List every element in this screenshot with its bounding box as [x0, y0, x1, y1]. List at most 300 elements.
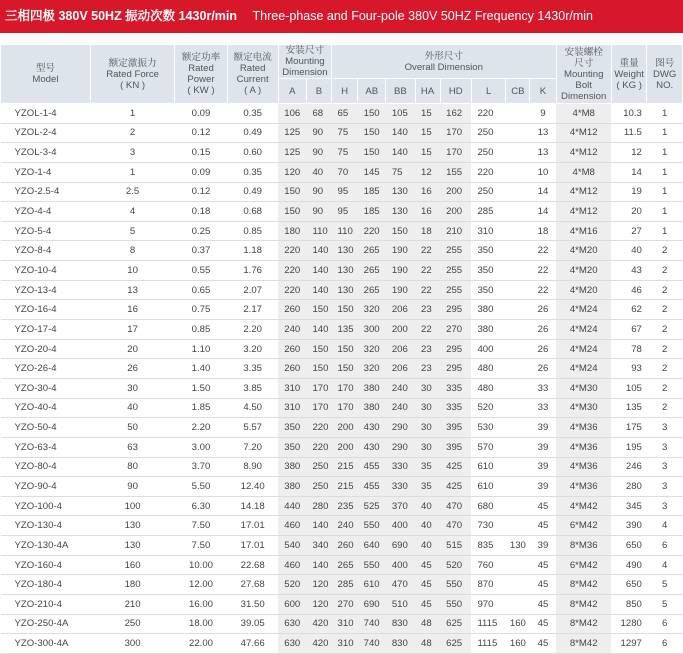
cell-ab: 300: [358, 320, 386, 340]
col-header-cb: CB: [506, 79, 530, 104]
cell-k: 13: [530, 143, 556, 163]
cell-b: 90: [306, 123, 331, 143]
cell-l: 730: [471, 516, 505, 536]
cell-rated-current: 1.18: [227, 241, 278, 261]
cell-cb: [506, 123, 530, 143]
cell-h: 130: [332, 261, 358, 281]
cell-ab: 320: [358, 300, 386, 320]
table-row: [1, 575, 683, 595]
cell-ab: 430: [358, 437, 386, 457]
cell-k: 39: [530, 437, 556, 457]
cell-a: 220: [278, 241, 306, 261]
cell-b: 420: [306, 614, 331, 634]
cell-k: 22: [530, 241, 556, 261]
cell-cb: [506, 477, 530, 497]
spec-table: [0, 44, 683, 654]
table-row: [1, 241, 683, 261]
cell-weight: 105: [611, 378, 647, 398]
cell-dwg: 3: [647, 418, 683, 438]
cell-rated-current: 3.20: [227, 339, 278, 359]
cell-l: 380: [471, 300, 505, 320]
table-row: [1, 536, 683, 556]
col-header-ab: AB: [358, 79, 386, 104]
cell-b: 150: [306, 359, 331, 379]
cell-ab: 455: [358, 477, 386, 497]
cell-a: 520: [278, 575, 306, 595]
cell-rated-current: 39.05: [227, 614, 278, 634]
cell-cb: [506, 241, 530, 261]
cell-rated-power: 0.65: [175, 280, 227, 300]
cell-ab: 455: [358, 457, 386, 477]
cell-k: 26: [530, 300, 556, 320]
cell-k: 45: [530, 634, 556, 654]
cell-b: 110: [306, 221, 331, 241]
cell-ha: 23: [415, 359, 440, 379]
cell-l: 350: [471, 280, 505, 300]
cell-bolt: 8*M36: [556, 536, 611, 556]
cell-ha: 48: [415, 634, 440, 654]
cell-ab: 220: [358, 221, 386, 241]
cell-bb: 206: [386, 339, 415, 359]
cell-ab: 740: [358, 634, 386, 654]
table-row: [1, 104, 683, 124]
cell-weight: 135: [611, 398, 647, 418]
cell-l: 350: [471, 241, 505, 261]
cell-rated-current: 5.57: [227, 418, 278, 438]
cell-k: 45: [530, 555, 556, 575]
cell-cb: 160: [506, 634, 530, 654]
cell-l: 870: [471, 575, 505, 595]
col-header-k: K: [530, 79, 556, 104]
table-row: [1, 359, 683, 379]
cell-ha: 23: [415, 300, 440, 320]
cell-ab: 610: [358, 575, 386, 595]
cell-cb: [506, 182, 530, 202]
cell-b: 340: [306, 536, 331, 556]
cell-rated-power: 3.00: [175, 437, 227, 457]
cell-ab: 690: [358, 595, 386, 615]
cell-rated-power: 5.50: [175, 477, 227, 497]
cell-l: 310: [471, 221, 505, 241]
cell-ha: 15: [415, 123, 440, 143]
cell-rated-current: 2.17: [227, 300, 278, 320]
cell-rated-power: 1.40: [175, 359, 227, 379]
cell-k: 45: [530, 575, 556, 595]
cell-a: 460: [278, 516, 306, 536]
table-body: [1, 104, 683, 654]
cell-h: 150: [332, 300, 358, 320]
table-row: [1, 280, 683, 300]
cell-bolt: 4*M24: [556, 320, 611, 340]
cell-bb: 150: [386, 221, 415, 241]
cell-bolt: 8*M42: [556, 595, 611, 615]
cell-rated-force: 3: [90, 143, 175, 163]
cell-bolt: 4*M8: [556, 162, 611, 182]
cell-rated-power: 1.10: [175, 339, 227, 359]
col-header-overall-dimension: 外形尺寸 Overall Dimension: [332, 45, 557, 79]
cell-ab: 265: [358, 261, 386, 281]
col-header-ha: HA: [415, 79, 440, 104]
cell-dwg: 2: [647, 378, 683, 398]
cell-rated-current: 0.35: [227, 104, 278, 124]
cell-model: YZO-180-4: [1, 575, 91, 595]
cell-bb: 290: [386, 418, 415, 438]
cell-rated-force: 8: [90, 241, 175, 261]
cell-cb: [506, 300, 530, 320]
cell-h: 110: [332, 221, 358, 241]
cell-rated-force: 4: [90, 202, 175, 222]
cell-weight: 850: [611, 595, 647, 615]
col-header-model: 型号 Model: [1, 45, 91, 104]
cell-rated-current: 4.50: [227, 398, 278, 418]
cell-model: YZO-4-4: [1, 202, 91, 222]
cell-ha: 18: [415, 221, 440, 241]
cell-hd: 395: [440, 437, 471, 457]
cell-ha: 45: [415, 555, 440, 575]
cell-cb: [506, 162, 530, 182]
cell-h: 95: [332, 182, 358, 202]
cell-k: 39: [530, 418, 556, 438]
cell-ha: 30: [415, 437, 440, 457]
cell-b: 140: [306, 516, 331, 536]
cell-hd: 520: [440, 555, 471, 575]
cell-bolt: 4*M8: [556, 104, 611, 124]
cell-k: 14: [530, 182, 556, 202]
cell-h: 130: [332, 241, 358, 261]
cell-l: 680: [471, 496, 505, 516]
cell-dwg: 2: [647, 300, 683, 320]
cell-l: 285: [471, 202, 505, 222]
cell-bolt: 4*M12: [556, 123, 611, 143]
cell-weight: 14: [611, 162, 647, 182]
cell-ab: 550: [358, 516, 386, 536]
cell-l: 350: [471, 261, 505, 281]
cell-l: 1115: [471, 634, 505, 654]
cell-a: 350: [278, 437, 306, 457]
cell-ab: 380: [358, 398, 386, 418]
cell-weight: 280: [611, 477, 647, 497]
cell-dwg: 4: [647, 516, 683, 536]
cell-model: YZOL-3-4: [1, 143, 91, 163]
cell-l: 610: [471, 457, 505, 477]
cell-rated-force: 20: [90, 339, 175, 359]
cell-bb: 400: [386, 516, 415, 536]
cell-dwg: 5: [647, 595, 683, 615]
cell-dwg: 1: [647, 182, 683, 202]
cell-rated-force: 10: [90, 261, 175, 281]
cell-bb: 140: [386, 123, 415, 143]
cell-b: 170: [306, 398, 331, 418]
cell-rated-force: 13: [90, 280, 175, 300]
cell-h: 200: [332, 437, 358, 457]
table-row: [1, 516, 683, 536]
cell-rated-force: 26: [90, 359, 175, 379]
cell-bb: 510: [386, 595, 415, 615]
cell-cb: [506, 418, 530, 438]
cell-h: 215: [332, 477, 358, 497]
cell-cb: [506, 143, 530, 163]
cell-a: 260: [278, 300, 306, 320]
cell-ha: 30: [415, 418, 440, 438]
cell-k: 26: [530, 320, 556, 340]
cell-hd: 335: [440, 398, 471, 418]
cell-bb: 200: [386, 320, 415, 340]
cell-rated-current: 8.90: [227, 457, 278, 477]
table-row: [1, 300, 683, 320]
cell-cb: [506, 261, 530, 281]
cell-rated-force: 130: [90, 516, 175, 536]
cell-bolt: 8*M42: [556, 575, 611, 595]
cell-model: YZO-30-4: [1, 378, 91, 398]
cell-cb: [506, 595, 530, 615]
cell-weight: 650: [611, 536, 647, 556]
cell-rated-power: 18.00: [175, 614, 227, 634]
col-header-mounting-dimension: 安装尺寸 Mounting Dimension: [278, 45, 331, 79]
cell-ha: 16: [415, 182, 440, 202]
cell-bb: 470: [386, 575, 415, 595]
cell-weight: 46: [611, 280, 647, 300]
table-row: [1, 123, 683, 143]
cell-ha: 30: [415, 378, 440, 398]
col-header-rated-force: 额定激振力 Rated Force ( KN ): [90, 45, 175, 104]
cell-cb: [506, 359, 530, 379]
cell-ha: 45: [415, 575, 440, 595]
cell-model: YZO-40-4: [1, 398, 91, 418]
cell-k: 39: [530, 457, 556, 477]
cell-cb: [506, 457, 530, 477]
cell-k: 22: [530, 280, 556, 300]
cell-dwg: 5: [647, 575, 683, 595]
col-header-l: L: [471, 79, 505, 104]
cell-rated-current: 2.07: [227, 280, 278, 300]
table-row: [1, 162, 683, 182]
cell-a: 150: [278, 202, 306, 222]
cell-weight: 650: [611, 575, 647, 595]
cell-a: 460: [278, 555, 306, 575]
cell-l: 220: [471, 162, 505, 182]
cell-ab: 640: [358, 536, 386, 556]
cell-h: 235: [332, 496, 358, 516]
cell-rated-power: 12.00: [175, 575, 227, 595]
cell-weight: 12: [611, 143, 647, 163]
cell-l: 250: [471, 182, 505, 202]
cell-l: 835: [471, 536, 505, 556]
cell-ha: 22: [415, 261, 440, 281]
cell-bb: 240: [386, 398, 415, 418]
cell-a: 630: [278, 614, 306, 634]
cell-weight: 40: [611, 241, 647, 261]
cell-model: YZO-80-4: [1, 457, 91, 477]
cell-weight: 390: [611, 516, 647, 536]
cell-rated-power: 0.55: [175, 261, 227, 281]
cell-bb: 690: [386, 536, 415, 556]
cell-weight: 1280: [611, 614, 647, 634]
cell-dwg: 2: [647, 280, 683, 300]
table-row: [1, 555, 683, 575]
cell-b: 250: [306, 477, 331, 497]
cell-h: 75: [332, 123, 358, 143]
cell-rated-force: 130: [90, 536, 175, 556]
cell-ha: 30: [415, 398, 440, 418]
cell-a: 600: [278, 595, 306, 615]
cell-bolt: 4*M24: [556, 359, 611, 379]
cell-ab: 150: [358, 123, 386, 143]
col-header-weight: 重量 Weight ( KG ): [611, 45, 647, 104]
cell-hd: 425: [440, 477, 471, 497]
cell-k: 10: [530, 162, 556, 182]
cell-ab: 150: [358, 104, 386, 124]
cell-bb: 206: [386, 359, 415, 379]
cell-dwg: 1: [647, 221, 683, 241]
col-header-rated-current: 额定电流 Rated Current ( A ): [227, 45, 278, 104]
cell-k: 9: [530, 104, 556, 124]
cell-bolt: 4*M36: [556, 477, 611, 497]
cell-rated-current: 27.68: [227, 575, 278, 595]
cell-model: YZO-16-4: [1, 300, 91, 320]
cell-a: 380: [278, 457, 306, 477]
cell-rated-power: 0.12: [175, 182, 227, 202]
cell-bb: 830: [386, 634, 415, 654]
cell-hd: 162: [440, 104, 471, 124]
cell-rated-power: 7.50: [175, 536, 227, 556]
col-header-b: B: [306, 79, 331, 104]
cell-weight: 19: [611, 182, 647, 202]
cell-bb: 75: [386, 162, 415, 182]
cell-k: 39: [530, 477, 556, 497]
col-header-h: H: [332, 79, 358, 104]
cell-rated-force: 210: [90, 595, 175, 615]
cell-bb: 330: [386, 477, 415, 497]
cell-h: 285: [332, 575, 358, 595]
table-row: [1, 202, 683, 222]
cell-rated-force: 250: [90, 614, 175, 634]
cell-ha: 15: [415, 104, 440, 124]
col-header-dwg-no: 图号 DWG NO.: [647, 45, 683, 104]
cell-weight: 490: [611, 555, 647, 575]
cell-model: YZO-100-4: [1, 496, 91, 516]
cell-dwg: 3: [647, 457, 683, 477]
cell-hd: 395: [440, 418, 471, 438]
cell-hd: 470: [440, 496, 471, 516]
cell-weight: 67: [611, 320, 647, 340]
cell-rated-power: 0.25: [175, 221, 227, 241]
cell-bb: 130: [386, 202, 415, 222]
cell-h: 95: [332, 202, 358, 222]
cell-dwg: 1: [647, 123, 683, 143]
cell-a: 125: [278, 143, 306, 163]
cell-rated-power: 0.37: [175, 241, 227, 261]
cell-b: 150: [306, 300, 331, 320]
cell-model: YZO-300-4A: [1, 634, 91, 654]
cell-model: YZO-26-4: [1, 359, 91, 379]
table-row: [1, 182, 683, 202]
cell-bb: 105: [386, 104, 415, 124]
cell-h: 170: [332, 398, 358, 418]
cell-ab: 145: [358, 162, 386, 182]
cell-a: 220: [278, 261, 306, 281]
cell-dwg: 2: [647, 398, 683, 418]
table-row: [1, 634, 683, 654]
cell-model: YZOL-1-4: [1, 104, 91, 124]
cell-hd: 255: [440, 280, 471, 300]
cell-h: 170: [332, 378, 358, 398]
cell-l: 520: [471, 398, 505, 418]
cell-bolt: 8*M42: [556, 614, 611, 634]
cell-a: 180: [278, 221, 306, 241]
cell-k: 45: [530, 595, 556, 615]
cell-cb: [506, 398, 530, 418]
cell-ha: 23: [415, 339, 440, 359]
cell-b: 150: [306, 339, 331, 359]
cell-rated-current: 7.20: [227, 437, 278, 457]
table-row: [1, 339, 683, 359]
cell-weight: 62: [611, 300, 647, 320]
cell-rated-power: 16.00: [175, 595, 227, 615]
cell-model: YZO-90-4: [1, 477, 91, 497]
cell-ha: 45: [415, 595, 440, 615]
cell-bb: 140: [386, 143, 415, 163]
cell-model: YZO-2.5-4: [1, 182, 91, 202]
cell-l: 380: [471, 320, 505, 340]
cell-bb: 130: [386, 182, 415, 202]
cell-b: 420: [306, 634, 331, 654]
cell-rated-current: 3.85: [227, 378, 278, 398]
cell-hd: 270: [440, 320, 471, 340]
cell-hd: 625: [440, 634, 471, 654]
cell-h: 65: [332, 104, 358, 124]
cell-ha: 35: [415, 477, 440, 497]
cell-h: 70: [332, 162, 358, 182]
cell-weight: 345: [611, 496, 647, 516]
cell-hd: 335: [440, 378, 471, 398]
cell-rated-power: 2.20: [175, 418, 227, 438]
cell-dwg: 4: [647, 555, 683, 575]
cell-bb: 830: [386, 614, 415, 634]
table-row: [1, 614, 683, 634]
cell-weight: 246: [611, 457, 647, 477]
cell-rated-current: 0.49: [227, 123, 278, 143]
cell-rated-current: 2.20: [227, 320, 278, 340]
cell-rated-power: 0.15: [175, 143, 227, 163]
col-header-a: A: [278, 79, 306, 104]
cell-weight: 195: [611, 437, 647, 457]
cell-bolt: 4*M24: [556, 300, 611, 320]
cell-rated-force: 1: [90, 104, 175, 124]
cell-a: 350: [278, 418, 306, 438]
cell-rated-force: 2: [90, 123, 175, 143]
cell-weight: 175: [611, 418, 647, 438]
cell-k: 26: [530, 359, 556, 379]
cell-a: 260: [278, 339, 306, 359]
cell-hd: 210: [440, 221, 471, 241]
cell-l: 970: [471, 595, 505, 615]
cell-ha: 22: [415, 280, 440, 300]
cell-hd: 295: [440, 300, 471, 320]
cell-bolt: 8*M42: [556, 634, 611, 654]
cell-b: 90: [306, 143, 331, 163]
cell-a: 380: [278, 477, 306, 497]
cell-rated-power: 0.12: [175, 123, 227, 143]
cell-rated-power: 7.50: [175, 516, 227, 536]
table-row: [1, 398, 683, 418]
cell-bolt: 4*M36: [556, 418, 611, 438]
cell-ab: 150: [358, 143, 386, 163]
cell-b: 220: [306, 437, 331, 457]
cell-hd: 515: [440, 536, 471, 556]
cell-bolt: 4*M12: [556, 202, 611, 222]
cell-ha: 40: [415, 516, 440, 536]
cell-weight: 78: [611, 339, 647, 359]
